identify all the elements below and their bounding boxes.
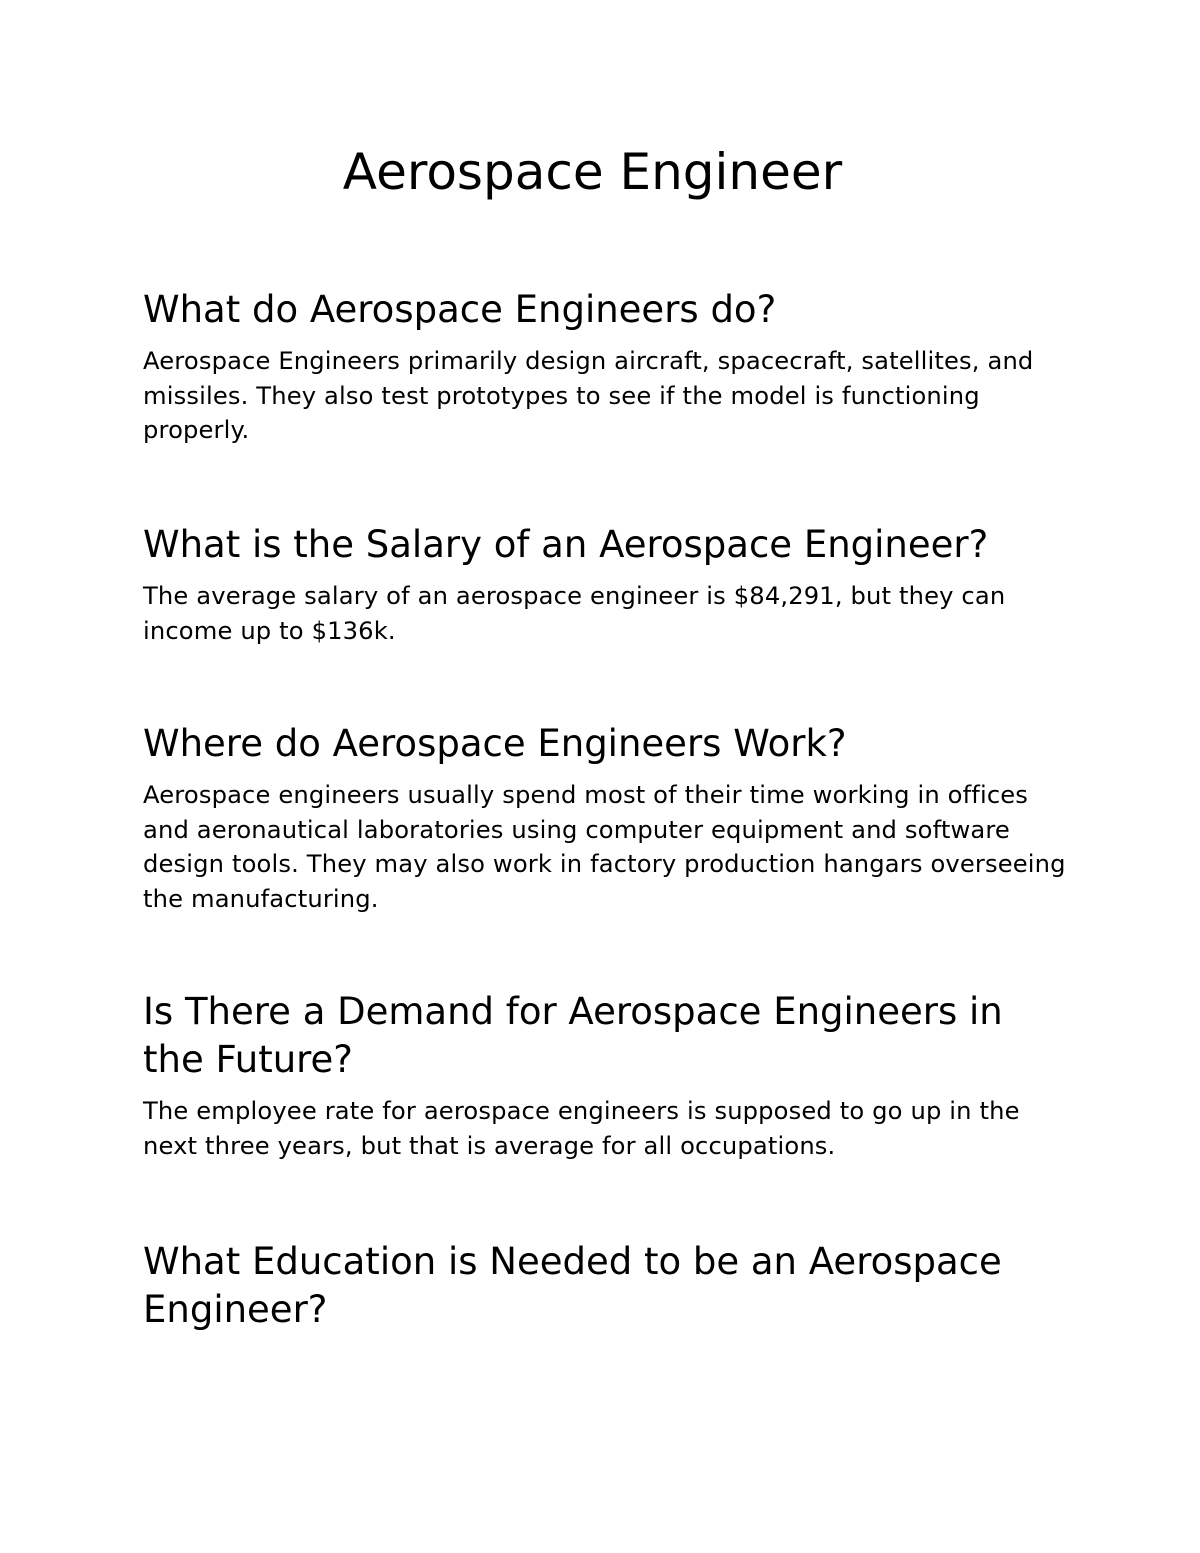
section-heading: What Education is Needed to be an Aerospace Engineer?: [143, 1240, 1002, 1331]
section-body: The employee rate for aerospace engineers is supposed to go up in the next three years, but that is average for all occupations.: [143, 1097, 1020, 1160]
section-demand: [143, 988, 1073, 1163]
section-heading: Where do Aerospace Engineers Work?: [143, 722, 847, 765]
section-body: Aerospace Engineers primarily design aircraft, spacecraft, satellites, and missiles. They also test prototypes to see if the model is functioning properly.: [143, 347, 1034, 444]
section-workplace: [143, 720, 1073, 916]
section-heading: What do Aerospace Engineers do?: [143, 288, 777, 331]
section-body: The average salary of an aerospace engineer is $84,291, but they can income up to $136k.: [143, 582, 1006, 645]
section-salary: [143, 521, 1073, 648]
document-title: Aerospace Engineer: [342, 143, 843, 201]
section-heading: Is There a Demand for Aerospace Engineers in the Future?: [143, 990, 1003, 1081]
section-heading: What is the Salary of an Aerospace Engineer?: [143, 523, 989, 566]
section-body: Aerospace engineers usually spend most of their time working in offices and aeronautical laboratories using computer equipment and software design tools. They may also work in factory production hangars overseeing the manufacturing.: [143, 781, 1066, 913]
section-education: [143, 1238, 1073, 1334]
section-what-they-do: [143, 286, 1073, 448]
